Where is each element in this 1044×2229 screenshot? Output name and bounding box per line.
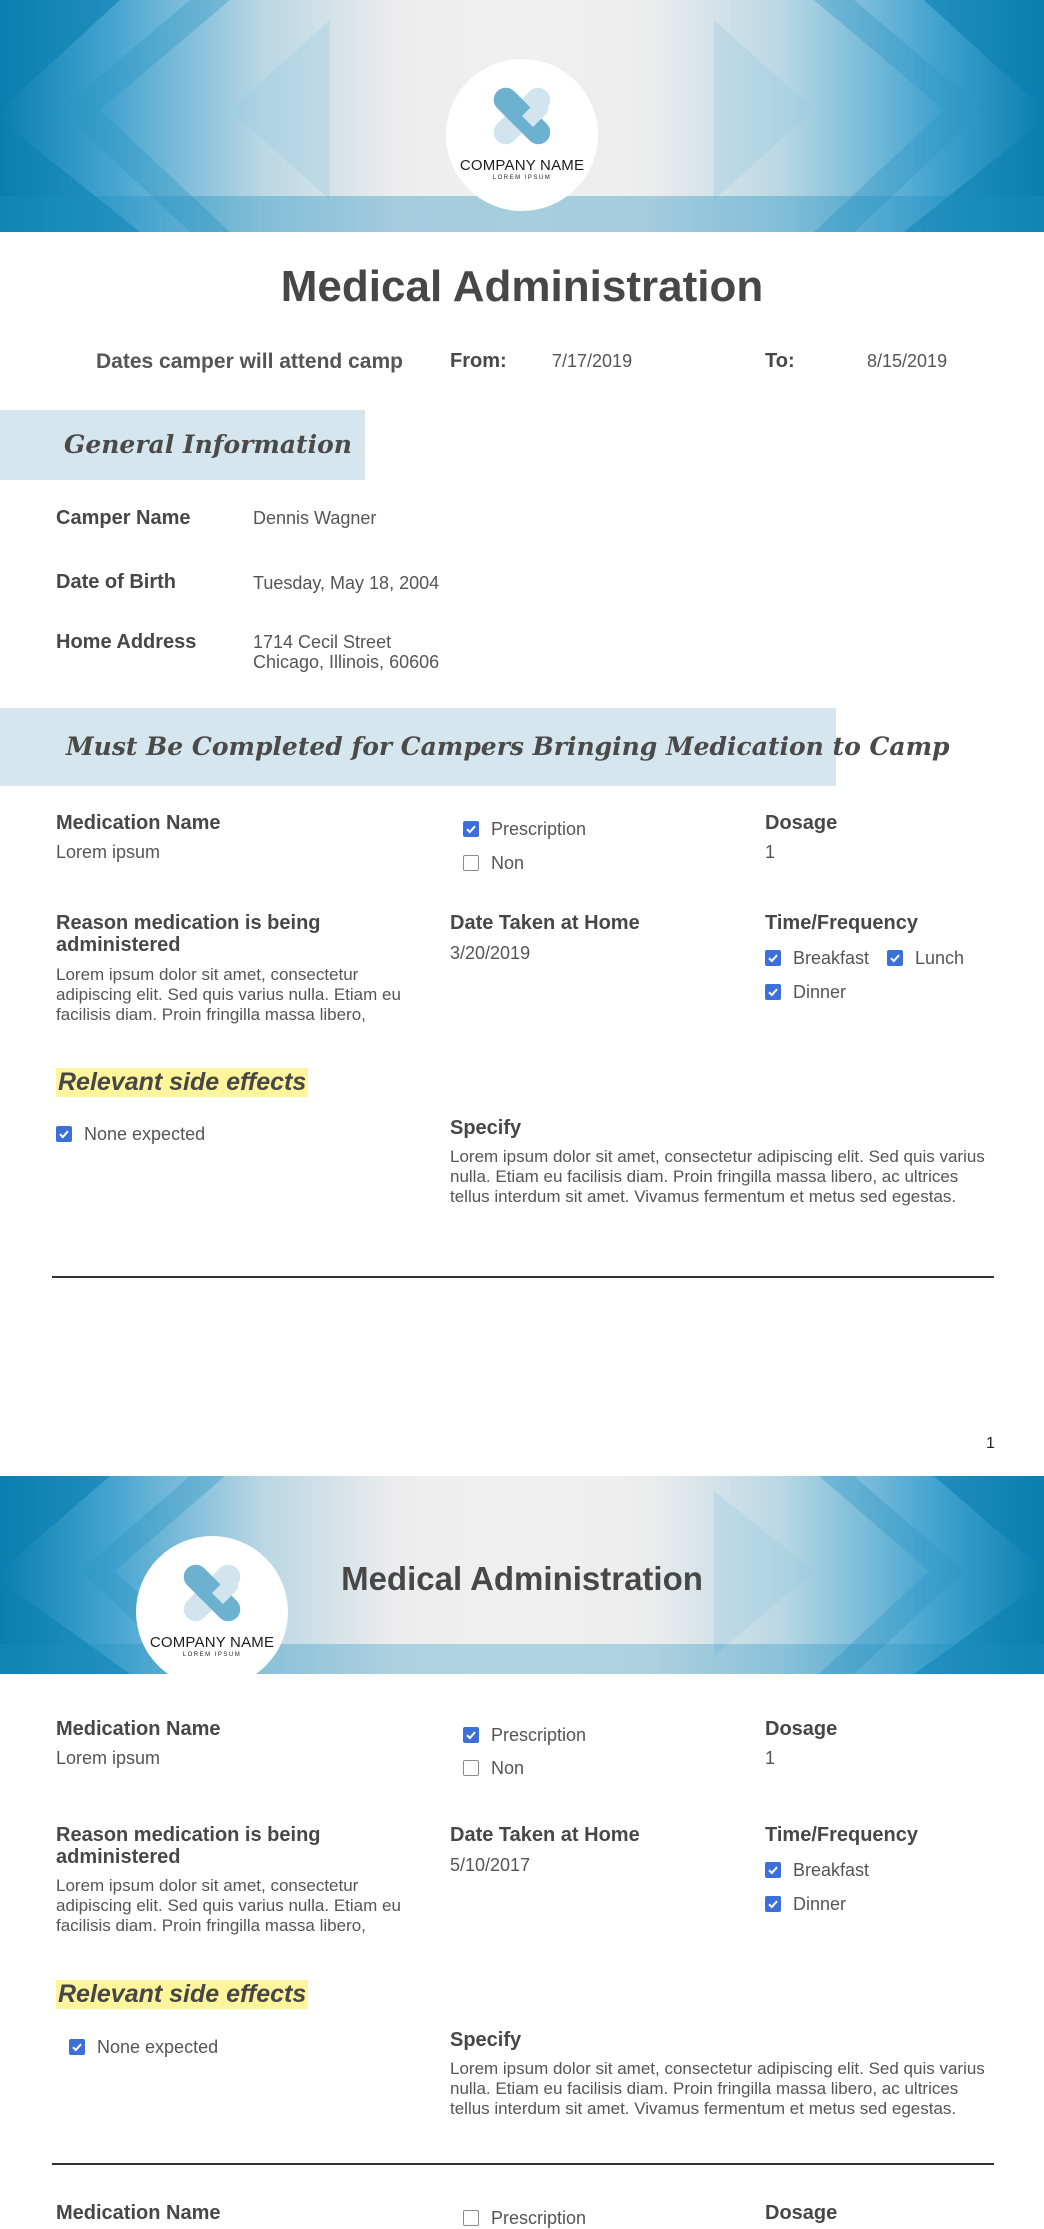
home-address-line2: Chicago, Illinois, 60606 — [253, 652, 440, 672]
medication-name-label: Medication Name — [56, 1718, 221, 1740]
non-label: Non — [491, 853, 525, 873]
dosage-label: Dosage — [765, 812, 838, 834]
to-date: 8/15/2019 — [867, 351, 948, 371]
page-title: Medical Administration — [280, 262, 764, 311]
breakfast-label: Breakfast — [793, 948, 870, 968]
none-expected-option[interactable] — [56, 1124, 205, 1145]
section-divider — [52, 2163, 994, 2165]
prescription-option[interactable] — [463, 1725, 586, 1746]
prescription-option[interactable] — [463, 819, 586, 840]
home-address-line1: 1714 Cecil Street — [253, 632, 392, 652]
date-taken-label: Date Taken at Home — [450, 1824, 640, 1846]
specify-label: Specify — [450, 2029, 522, 2051]
breakfast-label: Breakfast — [793, 1860, 870, 1880]
none-expected-checkbox[interactable] — [69, 2039, 85, 2055]
dosage-label: Dosage — [765, 1718, 838, 1740]
dob-value: Tuesday, May 18, 2004 — [253, 573, 440, 593]
dinner-label: Dinner — [793, 1894, 847, 1914]
non-option[interactable] — [463, 1758, 524, 1779]
medication-name-label: Medication Name — [56, 812, 221, 834]
breakfast-checkbox[interactable] — [765, 950, 781, 966]
page-number: 1 — [986, 1435, 995, 1452]
side-effects-heading: Relevant side effects — [58, 1068, 307, 1096]
medication-section-heading: Must Be Completed for Campers Bringing Medication to Camp — [66, 732, 950, 761]
none-expected-label: None expected — [97, 2037, 219, 2057]
header-banner-page1 — [0, 0, 1044, 232]
none-expected-option[interactable] — [69, 2037, 218, 2058]
company-name: COMPANY NAME — [459, 157, 585, 174]
lunch-option[interactable] — [887, 948, 964, 969]
non-option[interactable] — [463, 853, 524, 874]
dinner-checkbox[interactable] — [765, 984, 781, 1000]
non-checkbox[interactable] — [463, 1760, 479, 1776]
prescription-label: Prescription — [491, 819, 587, 839]
prescription-checkbox[interactable] — [463, 2210, 479, 2226]
dob-label: Date of Birth — [56, 571, 176, 593]
none-expected-label: None expected — [84, 1124, 206, 1144]
company-name: COMPANY NAME — [149, 1634, 275, 1651]
medication-name-label: Medication Name — [56, 2202, 221, 2224]
from-label: From: — [450, 350, 507, 372]
reason-text: Lorem ipsum dolor sit amet, consectetur adipiscing elit. Sed quis varius nulla. Etiam eu facilisis diam. Proin fringilla massa libero, — [56, 1876, 401, 1935]
to-label: To: — [765, 350, 795, 372]
prescription-label: Prescription — [491, 1725, 587, 1745]
dosage-value: 1 — [765, 1748, 776, 1768]
date-taken-label: Date Taken at Home — [450, 912, 640, 934]
medication-name-value: Lorem ipsum — [56, 842, 161, 862]
prescription-label: Prescription — [491, 2208, 587, 2228]
time-frequency-label: Time/Frequency — [765, 912, 919, 934]
dinner-checkbox[interactable] — [765, 1896, 781, 1912]
lunch-checkbox[interactable] — [887, 950, 903, 966]
company-tagline: LOREM IPSUM — [492, 175, 552, 181]
date-taken-value: 5/10/2017 — [450, 1855, 531, 1875]
dosage-value: 1 — [765, 842, 776, 862]
reason-label: Reason medication is being administered — [56, 912, 321, 956]
section-divider — [52, 1276, 994, 1278]
general-info-header — [0, 410, 365, 480]
home-address-label: Home Address — [56, 631, 197, 653]
breakfast-option[interactable] — [765, 948, 869, 969]
camper-name-value: Dennis Wagner — [253, 508, 377, 528]
dinner-option[interactable] — [765, 1894, 846, 1915]
from-date: 7/17/2019 — [552, 351, 633, 371]
prescription-checkbox[interactable] — [463, 821, 479, 837]
dinner-label: Dinner — [793, 982, 847, 1002]
breakfast-checkbox[interactable] — [765, 1862, 781, 1878]
non-checkbox[interactable] — [463, 855, 479, 871]
prescription-checkbox[interactable] — [463, 1727, 479, 1743]
side-effects-heading: Relevant side effects — [58, 1980, 307, 2008]
company-logo — [446, 59, 598, 211]
breakfast-option[interactable] — [765, 1860, 869, 1881]
specify-text: Lorem ipsum dolor sit amet, consectetur adipiscing elit. Sed quis varius nulla. Etiam eu facilisis diam. Proin fringilla massa libero, ac ultrices tellus interdum sit amet. Vivamus fermentum et metus sed egestas. — [450, 2059, 985, 2118]
dosage-label: Dosage — [765, 2202, 838, 2224]
cross-logo-icon — [492, 85, 552, 147]
reason-label: Reason medication is being administered — [56, 1824, 321, 1868]
attendance-dates-label: Dates camper will attend camp — [96, 350, 403, 373]
lunch-label: Lunch — [915, 948, 965, 968]
non-label: Non — [491, 1758, 525, 1778]
none-expected-checkbox[interactable] — [56, 1126, 72, 1142]
company-tagline: LOREM IPSUM — [182, 1652, 242, 1658]
specify-text: Lorem ipsum dolor sit amet, consectetur adipiscing elit. Sed quis varius nulla. Etiam eu facilisis diam. Proin fringilla massa libero, ac ultrices tellus interdum sit amet. Vivamus fermentum et metus sed egestas. — [450, 1147, 985, 1206]
medication-name-value: Lorem ipsum — [56, 1748, 161, 1768]
prescription-option[interactable] — [463, 2208, 586, 2229]
reason-text: Lorem ipsum dolor sit amet, consectetur adipiscing elit. Sed quis varius nulla. Etiam eu facilisis diam. Proin fringilla massa libero, — [56, 965, 401, 1024]
header-banner-page2 — [0, 1476, 1044, 1674]
camper-name-label: Camper Name — [56, 507, 191, 529]
cross-logo-icon — [182, 1562, 242, 1624]
general-info-heading: General Information — [64, 430, 352, 459]
time-frequency-label: Time/Frequency — [765, 1824, 919, 1846]
date-taken-value: 3/20/2019 — [450, 943, 531, 963]
specify-label: Specify — [450, 1117, 522, 1139]
page-title: Medical Administration — [341, 1560, 703, 1597]
medication-section-header — [0, 708, 950, 786]
dinner-option[interactable] — [765, 982, 846, 1003]
